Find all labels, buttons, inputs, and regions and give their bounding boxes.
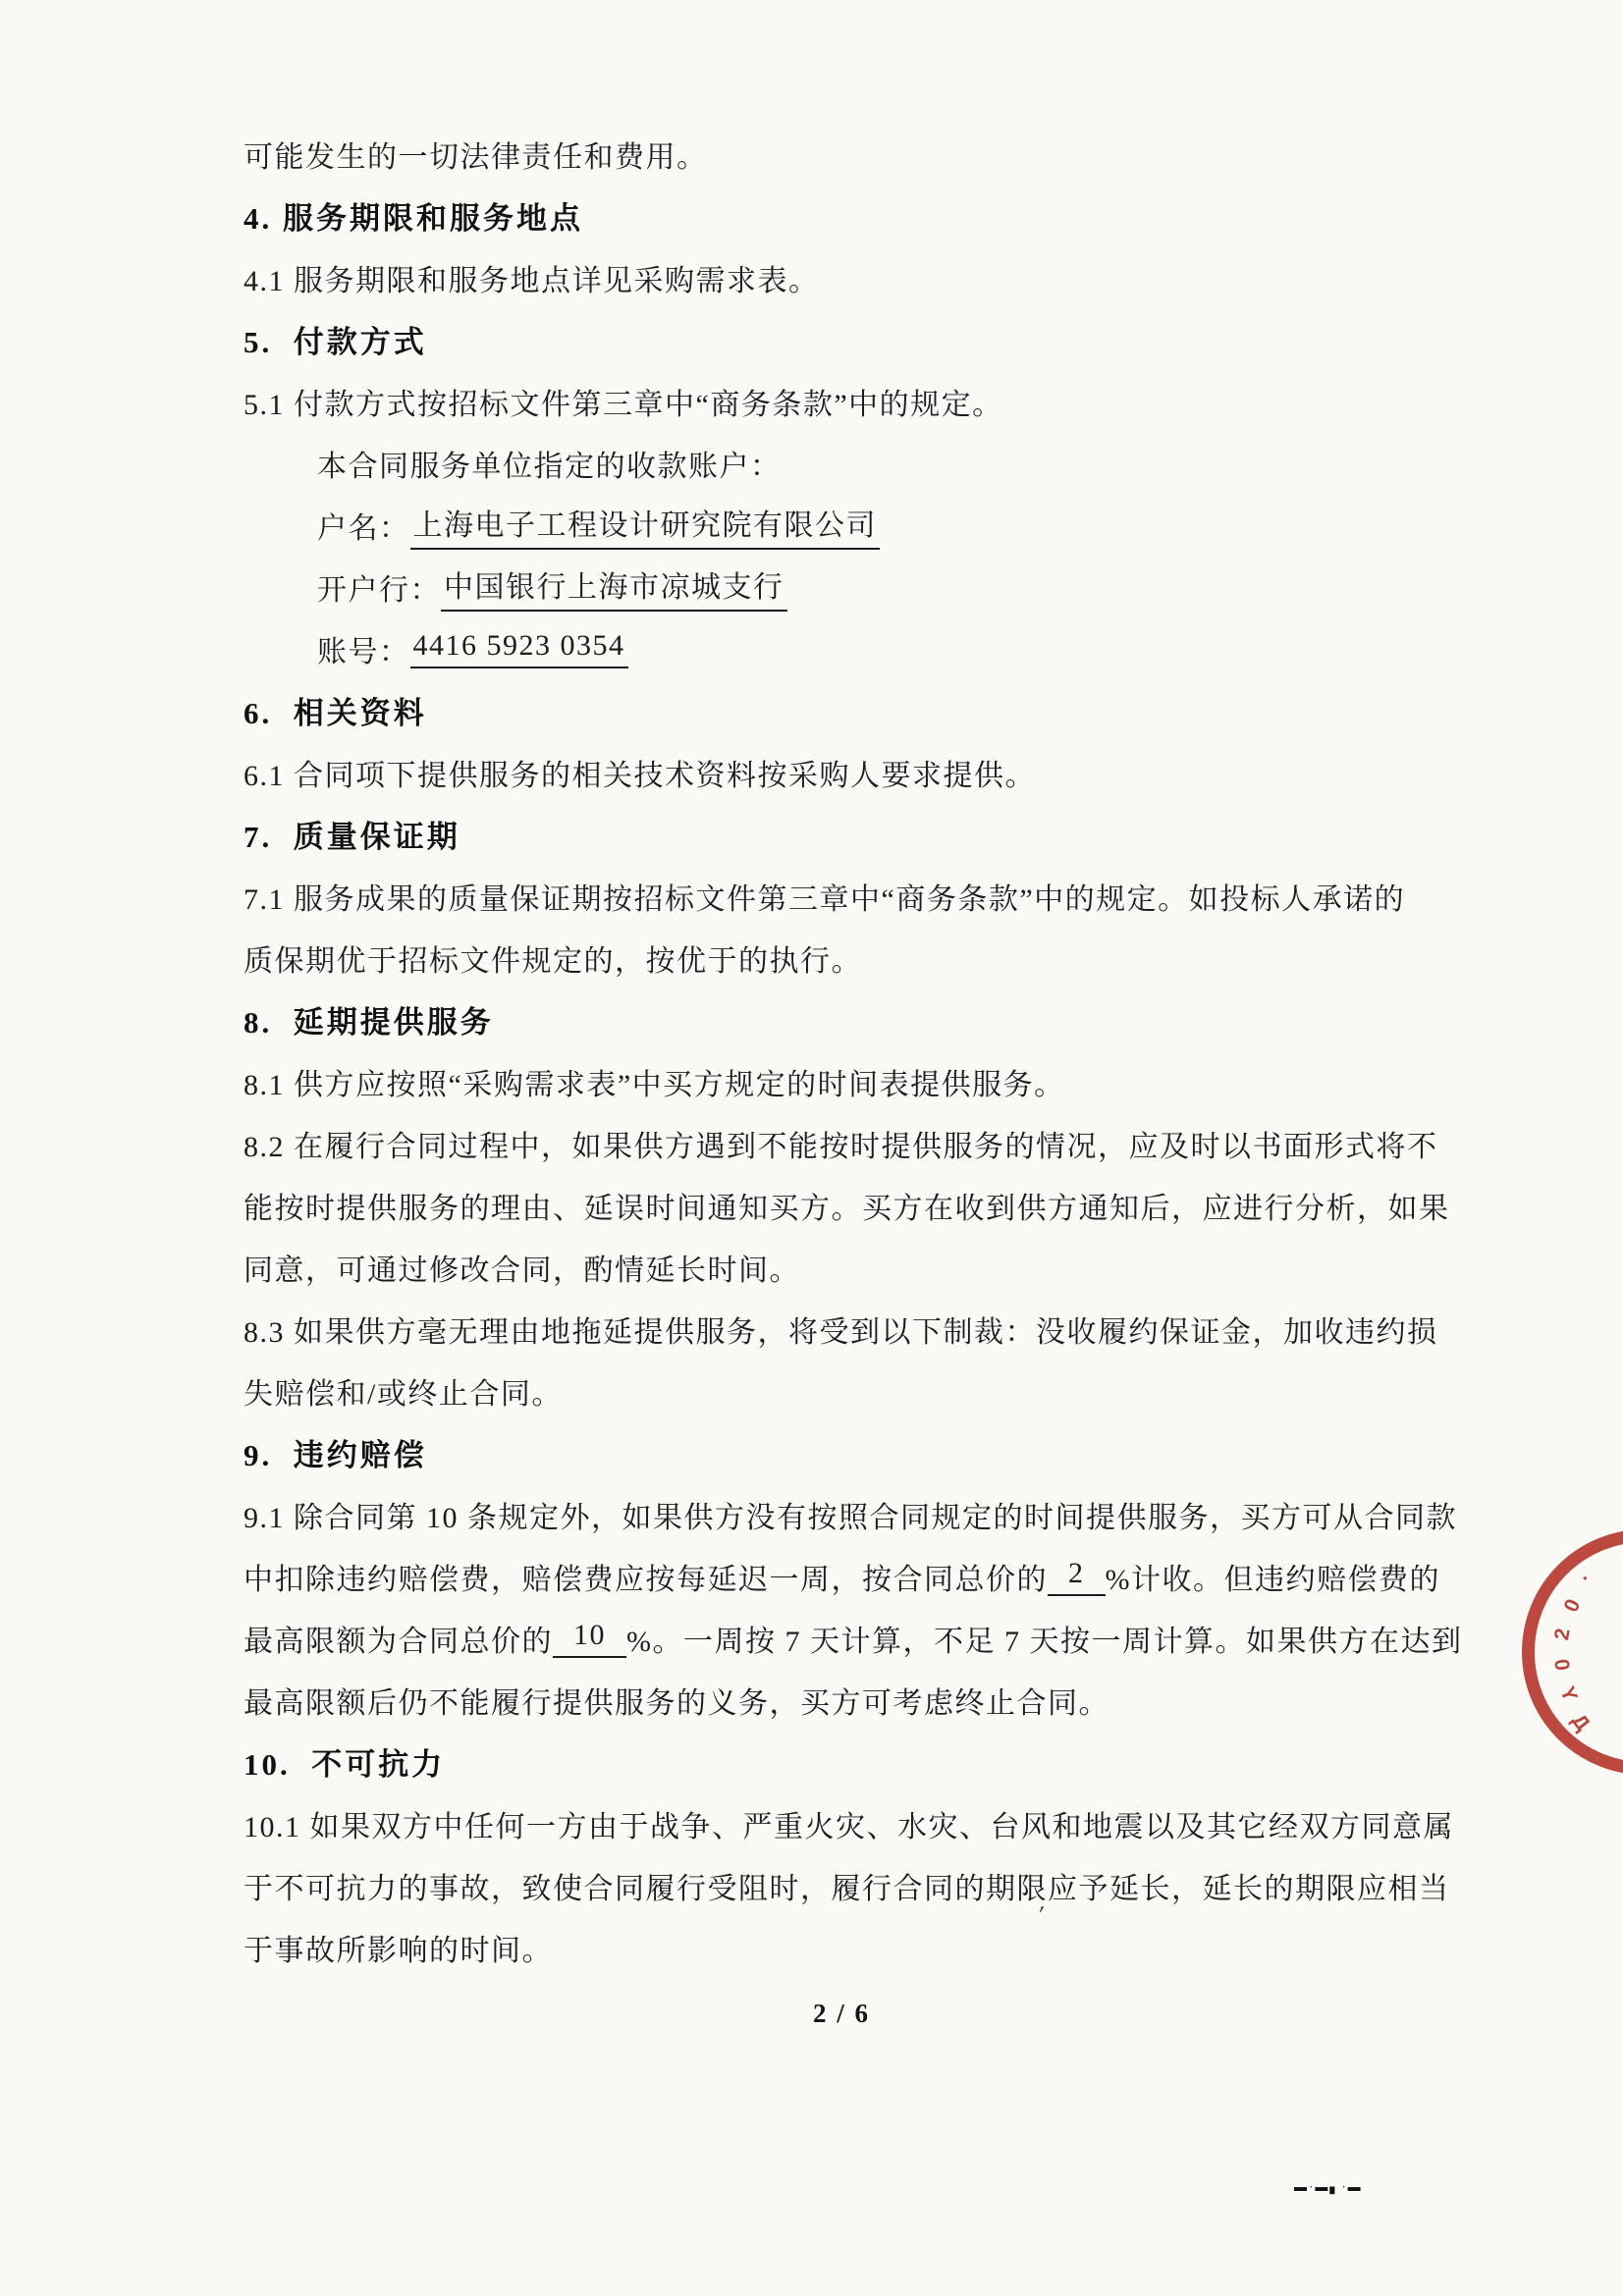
clause-9-1-line-3: [243, 1607, 1520, 1669]
heading-section-4: 4. 服务期限和服务地点: [243, 201, 583, 236]
heading-section-7: 7. 质量保证期: [243, 820, 460, 854]
page-number: 2 / 6: [813, 1999, 871, 2028]
contract-body: [243, 123, 1520, 1978]
account-name-label: 户名：: [317, 511, 410, 545]
scan-artifact-fragment: ▬·▬▖·▬: [1294, 2179, 1363, 2194]
account-name-value: 上海电子工程设计研究院有限公司: [410, 501, 881, 550]
clause-9-1-line-1: 9.1 除合同第 10 条规定外，如果供方没有按照合同规定的时间提供服务，买方可从合同款: [243, 1501, 1457, 1534]
clause-5-1: 5.1 付款方式按招标文件第三章中“商务条款”中的规定。: [243, 388, 1003, 421]
clause-6-1: 6.1 合同项下提供服务的相关技术资料按采购人要求提供。: [243, 759, 1036, 792]
heading-section-5: 5. 付款方式: [243, 325, 427, 359]
penalty-rate-blank: 2: [1048, 1557, 1106, 1596]
clause-8-2-line-3: 同意，可通过修改合同，酌情延长时间。: [243, 1254, 800, 1287]
clause-8-2-line-2: 能按时提供服务的理由、延误时间通知买方。买方在收到供方通知后，应进行分析，如果: [243, 1192, 1450, 1225]
bank-label: 开户行：: [317, 573, 441, 607]
clause-9-1-line-2-pre: 中扣除违约赔偿费，赔偿费应按每延迟一周，按合同总价的: [243, 1563, 1048, 1596]
account-number-line: [243, 617, 1520, 679]
bank-value: 中国银行上海市凉城支行: [441, 562, 787, 612]
heading-section-9: 9. 违约赔偿: [243, 1438, 427, 1472]
account-number-label: 账号：: [317, 635, 410, 668]
clause-7-1-line-1: 7.1 服务成果的质量保证期按招标文件第三章中“商务条款”中的规定。如投标人承诺的: [243, 882, 1406, 916]
account-number-value: 4416 5923 0354: [410, 629, 628, 668]
clause-7-1-line-2: 质保期优于招标文件规定的，按优于的执行。: [243, 944, 862, 978]
clause-9-1-line-3-post: %。一周按 7 天计算，不足 7 天按一周计算。如果供方在达到: [626, 1625, 1463, 1658]
account-name-line: [243, 494, 1520, 556]
clause-10-1-line-3: 于事故所影响的时间。: [243, 1934, 553, 1967]
heading-section-10: 10. 不可抗力: [243, 1747, 446, 1782]
clause-8-3-line-1: 8.3 如果供方毫无理由地拖延提供服务，将受到以下制裁：没收履约保证金，加收违约损: [243, 1315, 1438, 1349]
clause-8-2-line-1: 8.2 在履行合同过程中，如果供方遇到不能按时提供服务的情况，应及时以书面形式将不: [243, 1130, 1438, 1163]
scan-artifact-mark: ′: [1035, 1899, 1047, 1930]
seal-char: 0: [1549, 1657, 1574, 1672]
clause-9-1-line-4: 最高限额后仍不能履行提供服务的义务，买方可考虑终止合同。: [243, 1686, 1109, 1720]
paragraph-carryover: 可能发生的一切法律责任和费用。: [243, 140, 708, 174]
seal-char: Y: [1555, 1683, 1582, 1705]
penalty-cap-blank: 10: [553, 1619, 626, 1658]
seal-arc-icon: [1522, 1529, 1623, 1775]
bank-line: [243, 556, 1520, 617]
clause-4-1: 4.1 服务期限和服务地点详见采购需求表。: [243, 264, 820, 297]
clause-10-1-line-2: 于不可抗力的事故，致使合同履行受阻时，履行合同的期限应予延长，延长的期限应相当: [243, 1872, 1450, 1905]
clause-9-1-line-2: [243, 1545, 1520, 1607]
seal-char: Д: [1567, 1709, 1595, 1735]
clause-9-1-line-2-post: %计收。但违约赔偿费的: [1105, 1563, 1440, 1596]
clause-8-3-line-2: 失赔偿和/或终止合同。: [243, 1377, 563, 1411]
clause-8-1: 8.1 供方应按照“采购需求表”中买方规定的时间表提供服务。: [243, 1068, 1065, 1101]
clause-10-1-line-1: 10.1 如果双方中任何一方由于战争、严重火灾、水灾、台风和地震以及其它经双方同意属: [243, 1810, 1454, 1843]
account-intro-line: 本合同服务单位指定的收款账户：: [317, 450, 782, 483]
heading-section-8: 8. 延期提供服务: [243, 1005, 494, 1040]
seal-char: 2: [1550, 1627, 1575, 1642]
seal-char: ·: [1575, 1568, 1597, 1588]
clause-9-1-line-3-pre: 最高限额为合同总价的: [243, 1625, 553, 1658]
heading-section-6: 6. 相关资料: [243, 696, 427, 730]
seal-char: 0: [1559, 1595, 1586, 1616]
